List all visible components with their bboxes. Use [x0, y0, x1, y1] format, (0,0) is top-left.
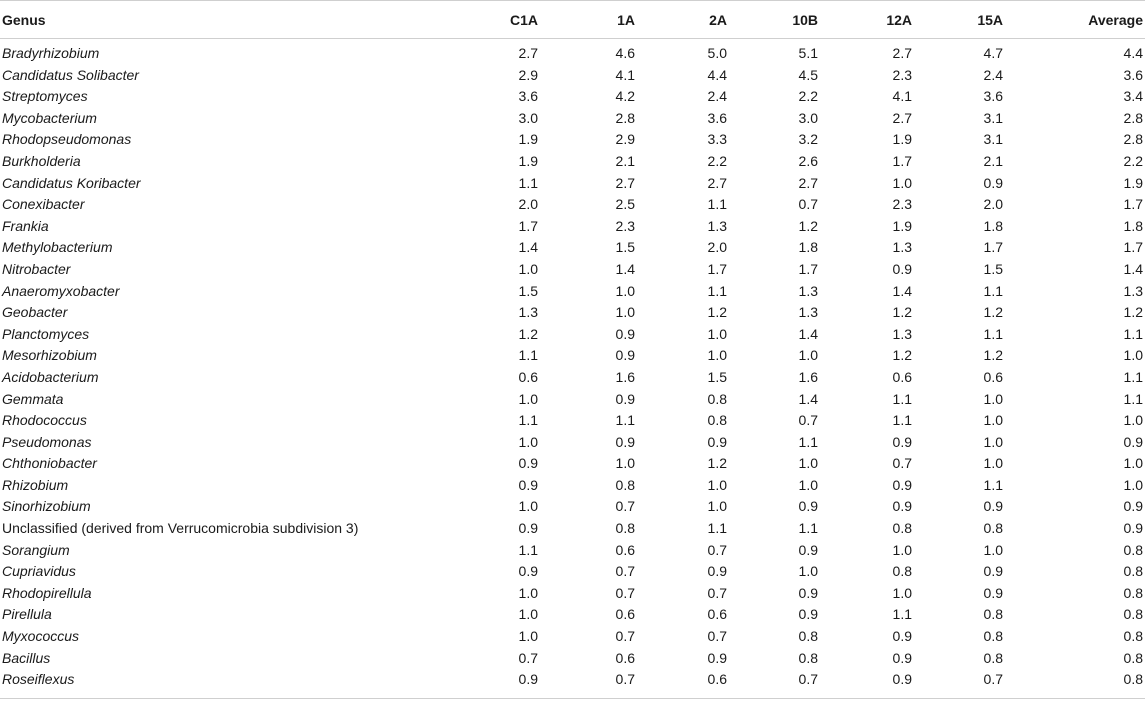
value-cell-2a: 1.5	[707, 368, 727, 385]
value-cell-10b: 1.8	[798, 239, 818, 256]
value-cell-c1a: 1.0	[518, 584, 538, 601]
value-cell-c1a: 2.0	[518, 196, 538, 213]
table-row	[0, 432, 1145, 454]
header-row	[0, 1, 1145, 39]
value-cell-1a: 0.7	[615, 563, 635, 580]
value-cell-c1a: 2.7	[518, 45, 538, 61]
value-cell-c1a: 1.1	[518, 541, 538, 558]
table-row	[0, 540, 1145, 562]
genus-cell: Myxococcus	[2, 628, 80, 645]
value-cell-2a: 0.9	[707, 433, 727, 450]
value-cell-10b: 4.5	[798, 66, 818, 83]
value-cell-2a: 3.3	[707, 131, 727, 148]
value-cell-average: 1.7	[1123, 196, 1143, 213]
value-cell-1a: 0.9	[615, 325, 635, 342]
value-cell-10b: 0.7	[798, 671, 818, 688]
value-cell-2a: 1.1	[707, 196, 727, 213]
genus-cell: Methylobacterium	[2, 239, 113, 256]
value-cell-1a: 0.9	[615, 433, 635, 450]
value-cell-2a: 1.2	[707, 455, 727, 472]
value-cell-15a: 1.0	[983, 390, 1003, 407]
table-row	[0, 194, 1145, 216]
value-cell-10b: 0.9	[798, 541, 818, 558]
value-cell-10b: 3.2	[798, 131, 818, 148]
value-cell-15a: 0.8	[983, 628, 1003, 645]
genus-cell: Chthoniobacter	[2, 455, 97, 472]
value-cell-12a: 1.7	[892, 152, 912, 169]
column-header-10b: 10B	[729, 1, 820, 39]
value-cell-1a: 0.7	[615, 584, 635, 601]
value-cell-1a: 2.5	[615, 196, 635, 213]
column-header-15a: 15A	[914, 1, 1005, 39]
value-cell-1a: 2.7	[615, 174, 635, 191]
value-cell-2a: 0.6	[707, 606, 727, 623]
value-cell-10b: 1.2	[798, 217, 818, 234]
table-row	[0, 129, 1145, 151]
value-cell-15a: 1.0	[983, 455, 1003, 472]
value-cell-c1a: 1.0	[518, 260, 538, 277]
value-cell-1a: 0.6	[615, 649, 635, 666]
value-cell-c1a: 1.0	[518, 628, 538, 645]
value-cell-average: 0.8	[1123, 628, 1143, 645]
value-cell-c1a: 1.1	[518, 174, 538, 191]
table-row	[0, 259, 1145, 281]
table-row	[0, 669, 1145, 691]
table-row	[0, 345, 1145, 367]
column-header-average: Average	[1005, 1, 1145, 39]
genus-cell: Anaeromyxobacter	[2, 282, 120, 299]
value-cell-2a: 3.6	[707, 109, 727, 126]
value-cell-12a: 0.8	[892, 563, 912, 580]
genus-cell: Conexibacter	[2, 196, 85, 213]
value-cell-2a: 0.7	[707, 541, 727, 558]
value-cell-2a: 2.0	[707, 239, 727, 256]
value-cell-10b: 1.6	[798, 368, 818, 385]
value-cell-average: 1.8	[1123, 217, 1143, 234]
value-cell-15a: 0.8	[983, 649, 1003, 666]
value-cell-12a: 1.1	[892, 390, 912, 407]
value-cell-2a: 4.4	[707, 66, 727, 83]
table-row	[0, 86, 1145, 108]
value-cell-12a: 0.6	[892, 368, 912, 385]
value-cell-10b: 1.3	[798, 304, 818, 321]
value-cell-c1a: 1.0	[518, 390, 538, 407]
value-cell-2a: 0.8	[707, 412, 727, 429]
value-cell-1a: 0.7	[615, 671, 635, 688]
value-cell-average: 0.9	[1123, 520, 1143, 537]
value-cell-average: 1.7	[1123, 239, 1143, 256]
value-cell-15a: 1.0	[983, 433, 1003, 450]
value-cell-2a: 1.2	[707, 304, 727, 321]
value-cell-1a: 1.1	[615, 412, 635, 429]
table-row	[0, 626, 1145, 648]
table-row	[0, 367, 1145, 389]
value-cell-10b: 0.9	[798, 498, 818, 515]
value-cell-c1a: 0.9	[518, 520, 538, 537]
value-cell-average: 4.4	[1123, 45, 1143, 61]
value-cell-c1a: 1.9	[518, 131, 538, 148]
genus-cell: Bradyrhizobium	[2, 45, 100, 61]
value-cell-average: 3.4	[1123, 88, 1143, 105]
value-cell-15a: 1.1	[983, 282, 1003, 299]
genus-cell: Rhodopseudomonas	[2, 131, 132, 148]
value-cell-1a: 0.8	[615, 520, 635, 537]
value-cell-1a: 0.8	[615, 476, 635, 493]
value-cell-average: 2.8	[1123, 131, 1143, 148]
value-cell-2a: 1.1	[707, 520, 727, 537]
value-cell-c1a: 0.9	[518, 476, 538, 493]
value-cell-average: 0.8	[1123, 584, 1143, 601]
column-header-1a: 1A	[540, 1, 637, 39]
value-cell-c1a: 1.0	[518, 606, 538, 623]
value-cell-2a: 1.0	[707, 476, 727, 493]
value-cell-15a: 0.7	[983, 671, 1003, 688]
value-cell-12a: 0.9	[892, 671, 912, 688]
value-cell-2a: 5.0	[707, 45, 727, 61]
value-cell-12a: 1.2	[892, 347, 912, 364]
genus-cell: Streptomyces	[2, 88, 88, 105]
value-cell-15a: 1.5	[983, 260, 1003, 277]
value-cell-c1a: 1.0	[518, 498, 538, 515]
value-cell-15a: 1.1	[983, 476, 1003, 493]
value-cell-average: 0.8	[1123, 541, 1143, 558]
value-cell-12a: 0.7	[892, 455, 912, 472]
value-cell-15a: 2.4	[983, 66, 1003, 83]
value-cell-12a: 0.9	[892, 628, 912, 645]
value-cell-10b: 1.0	[798, 563, 818, 580]
value-cell-12a: 1.3	[892, 325, 912, 342]
table-row	[0, 173, 1145, 195]
value-cell-15a: 0.9	[983, 563, 1003, 580]
value-cell-average: 0.8	[1123, 606, 1143, 623]
table-header	[0, 1, 1145, 39]
column-header-12a: 12A	[820, 1, 914, 39]
value-cell-15a: 0.9	[983, 584, 1003, 601]
value-cell-10b: 1.0	[798, 347, 818, 364]
value-cell-1a: 2.8	[615, 109, 635, 126]
value-cell-average: 1.9	[1123, 174, 1143, 191]
value-cell-1a: 2.1	[615, 152, 635, 169]
value-cell-10b: 1.0	[798, 476, 818, 493]
value-cell-c1a: 1.7	[518, 217, 538, 234]
value-cell-2a: 0.9	[707, 563, 727, 580]
genus-cell: Rhizobium	[2, 476, 69, 493]
value-cell-2a: 1.1	[707, 282, 727, 299]
genus-cell: Candidatus Solibacter	[2, 66, 139, 83]
table-row	[0, 39, 1145, 65]
value-cell-1a: 0.6	[615, 606, 635, 623]
value-cell-15a: 1.8	[983, 217, 1003, 234]
column-header-c1a: C1A	[438, 1, 540, 39]
value-cell-15a: 1.7	[983, 239, 1003, 256]
genus-cell: Gemmata	[2, 390, 64, 407]
value-cell-average: 0.8	[1123, 649, 1143, 666]
value-cell-average: 0.9	[1123, 433, 1143, 450]
value-cell-c1a: 1.4	[518, 239, 538, 256]
value-cell-12a: 2.3	[892, 196, 912, 213]
value-cell-15a: 3.1	[983, 109, 1003, 126]
value-cell-average: 1.0	[1123, 412, 1143, 429]
value-cell-2a: 0.8	[707, 390, 727, 407]
value-cell-1a: 4.2	[615, 88, 635, 105]
table-row	[0, 151, 1145, 173]
value-cell-12a: 0.9	[892, 649, 912, 666]
value-cell-12a: 4.1	[892, 88, 912, 105]
value-cell-15a: 0.6	[983, 368, 1003, 385]
value-cell-15a: 0.9	[983, 498, 1003, 515]
value-cell-12a: 0.9	[892, 260, 912, 277]
value-cell-1a: 1.0	[615, 304, 635, 321]
genus-cell: Frankia	[2, 217, 49, 234]
value-cell-average: 0.8	[1123, 563, 1143, 580]
value-cell-15a: 1.0	[983, 412, 1003, 429]
value-cell-c1a: 1.1	[518, 412, 538, 429]
value-cell-2a: 1.0	[707, 498, 727, 515]
value-cell-c1a: 0.9	[518, 455, 538, 472]
value-cell-2a: 1.3	[707, 217, 727, 234]
genus-cell: Candidatus Koribacter	[2, 174, 141, 191]
table-row	[0, 389, 1145, 411]
value-cell-c1a: 1.3	[518, 304, 538, 321]
value-cell-average: 1.1	[1123, 368, 1143, 385]
value-cell-2a: 2.4	[707, 88, 727, 105]
value-cell-10b: 0.8	[798, 628, 818, 645]
table-row	[0, 475, 1145, 497]
value-cell-15a: 4.7	[983, 45, 1003, 61]
genus-cell: Rhodococcus	[2, 412, 87, 429]
value-cell-10b: 1.4	[798, 325, 818, 342]
value-cell-10b: 1.3	[798, 282, 818, 299]
value-cell-10b: 1.1	[798, 433, 818, 450]
genus-cell: Bacillus	[2, 649, 51, 666]
value-cell-15a: 3.1	[983, 131, 1003, 148]
value-cell-average: 3.6	[1123, 66, 1143, 83]
value-cell-average: 2.8	[1123, 109, 1143, 126]
column-header-genus: Genus	[0, 1, 438, 39]
table-row	[0, 410, 1145, 432]
table-row	[0, 604, 1145, 626]
value-cell-15a: 0.8	[983, 520, 1003, 537]
value-cell-10b: 0.8	[798, 649, 818, 666]
value-cell-c1a: 1.9	[518, 152, 538, 169]
value-cell-10b: 0.9	[798, 584, 818, 601]
value-cell-10b: 2.2	[798, 88, 818, 105]
value-cell-1a: 1.6	[615, 368, 635, 385]
value-cell-12a: 1.0	[892, 174, 912, 191]
value-cell-1a: 1.0	[615, 455, 635, 472]
value-cell-average: 0.8	[1123, 671, 1143, 688]
genus-cell: Acidobacterium	[2, 368, 99, 385]
value-cell-average: 1.0	[1123, 347, 1143, 364]
value-cell-15a: 3.6	[983, 88, 1003, 105]
value-cell-15a: 2.1	[983, 152, 1003, 169]
value-cell-1a: 1.4	[615, 260, 635, 277]
value-cell-10b: 5.1	[798, 45, 818, 61]
table-body	[0, 39, 1145, 691]
value-cell-12a: 1.3	[892, 239, 912, 256]
value-cell-12a: 1.1	[892, 606, 912, 623]
value-cell-average: 1.0	[1123, 476, 1143, 493]
value-cell-12a: 2.3	[892, 66, 912, 83]
value-cell-12a: 0.9	[892, 498, 912, 515]
value-cell-1a: 4.6	[615, 45, 635, 61]
value-cell-15a: 1.2	[983, 347, 1003, 364]
value-cell-1a: 0.7	[615, 498, 635, 515]
table-row	[0, 561, 1145, 583]
value-cell-2a: 2.2	[707, 152, 727, 169]
value-cell-15a: 1.0	[983, 541, 1003, 558]
value-cell-1a: 1.0	[615, 282, 635, 299]
value-cell-10b: 0.9	[798, 606, 818, 623]
value-cell-15a: 2.0	[983, 196, 1003, 213]
value-cell-c1a: 0.9	[518, 563, 538, 580]
value-cell-12a: 0.9	[892, 476, 912, 493]
value-cell-2a: 0.9	[707, 649, 727, 666]
value-cell-12a: 1.2	[892, 304, 912, 321]
value-cell-1a: 4.1	[615, 66, 635, 83]
table-row	[0, 583, 1145, 605]
value-cell-12a: 0.8	[892, 520, 912, 537]
table-row	[0, 496, 1145, 518]
genus-cell: Geobacter	[2, 304, 68, 321]
value-cell-average: 1.3	[1123, 282, 1143, 299]
value-cell-c1a: 0.7	[518, 649, 538, 666]
table-row	[0, 216, 1145, 238]
value-cell-1a: 0.7	[615, 628, 635, 645]
value-cell-average: 1.1	[1123, 390, 1143, 407]
value-cell-12a: 1.0	[892, 541, 912, 558]
value-cell-average: 1.2	[1123, 304, 1143, 321]
genus-cell: Sorangium	[2, 541, 70, 558]
genus-cell: Rhodopirellula	[2, 584, 92, 601]
genus-cell: Cupriavidus	[2, 563, 76, 580]
value-cell-1a: 2.3	[615, 217, 635, 234]
genus-cell: Unclassified (derived from Verrucomicrobia subdivision 3)	[2, 520, 359, 537]
value-cell-c1a: 1.5	[518, 282, 538, 299]
value-cell-c1a: 1.2	[518, 325, 538, 342]
table-row	[0, 65, 1145, 87]
value-cell-1a: 1.5	[615, 239, 635, 256]
value-cell-1a: 2.9	[615, 131, 635, 148]
table-bottom-rule	[0, 698, 1145, 699]
value-cell-2a: 0.7	[707, 628, 727, 645]
value-cell-1a: 0.9	[615, 390, 635, 407]
value-cell-c1a: 0.6	[518, 368, 538, 385]
value-cell-10b: 2.7	[798, 174, 818, 191]
value-cell-12a: 2.7	[892, 45, 912, 61]
table-row	[0, 453, 1145, 475]
value-cell-15a: 0.8	[983, 606, 1003, 623]
value-cell-2a: 2.7	[707, 174, 727, 191]
value-cell-1a: 0.6	[615, 541, 635, 558]
table-row	[0, 108, 1145, 130]
genus-cell: Pseudomonas	[2, 433, 92, 450]
table-row	[0, 237, 1145, 259]
genus-cell: Sinorhizobium	[2, 498, 91, 515]
genus-cell: Roseiflexus	[2, 671, 75, 688]
value-cell-10b: 2.6	[798, 152, 818, 169]
value-cell-c1a: 0.9	[518, 671, 538, 688]
value-cell-c1a: 1.1	[518, 347, 538, 364]
value-cell-15a: 0.9	[983, 174, 1003, 191]
value-cell-10b: 1.0	[798, 455, 818, 472]
value-cell-10b: 3.0	[798, 109, 818, 126]
value-cell-average: 1.4	[1123, 260, 1143, 277]
value-cell-10b: 1.7	[798, 260, 818, 277]
value-cell-15a: 1.1	[983, 325, 1003, 342]
table-row	[0, 518, 1145, 540]
value-cell-12a: 1.9	[892, 217, 912, 234]
value-cell-c1a: 3.0	[518, 109, 538, 126]
value-cell-average: 0.9	[1123, 498, 1143, 515]
value-cell-average: 1.1	[1123, 325, 1143, 342]
value-cell-10b: 1.4	[798, 390, 818, 407]
value-cell-2a: 1.0	[707, 347, 727, 364]
value-cell-10b: 0.7	[798, 196, 818, 213]
value-cell-12a: 0.9	[892, 433, 912, 450]
table-row	[0, 648, 1145, 670]
value-cell-12a: 2.7	[892, 109, 912, 126]
table-row	[0, 302, 1145, 324]
value-cell-12a: 1.4	[892, 282, 912, 299]
table-row	[0, 281, 1145, 303]
value-cell-c1a: 2.9	[518, 66, 538, 83]
genus-cell: Mesorhizobium	[2, 347, 97, 364]
table-row	[0, 324, 1145, 346]
value-cell-15a: 1.2	[983, 304, 1003, 321]
value-cell-2a: 0.6	[707, 671, 727, 688]
genus-cell: Pirellula	[2, 606, 52, 623]
column-header-2a: 2A	[637, 1, 729, 39]
genus-cell: Nitrobacter	[2, 260, 71, 277]
value-cell-12a: 1.9	[892, 131, 912, 148]
value-cell-average: 2.2	[1123, 152, 1143, 169]
value-cell-average: 1.0	[1123, 455, 1143, 472]
value-cell-10b: 0.7	[798, 412, 818, 429]
value-cell-2a: 1.0	[707, 325, 727, 342]
value-cell-1a: 0.9	[615, 347, 635, 364]
value-cell-12a: 1.0	[892, 584, 912, 601]
genus-cell: Burkholderia	[2, 152, 81, 169]
value-cell-2a: 0.7	[707, 584, 727, 601]
value-cell-2a: 1.7	[707, 260, 727, 277]
value-cell-c1a: 1.0	[518, 433, 538, 450]
value-cell-c1a: 3.6	[518, 88, 538, 105]
value-cell-12a: 1.1	[892, 412, 912, 429]
value-cell-10b: 1.1	[798, 520, 818, 537]
genus-cell: Planctomyces	[2, 325, 90, 342]
genus-cell: Mycobacterium	[2, 109, 97, 126]
